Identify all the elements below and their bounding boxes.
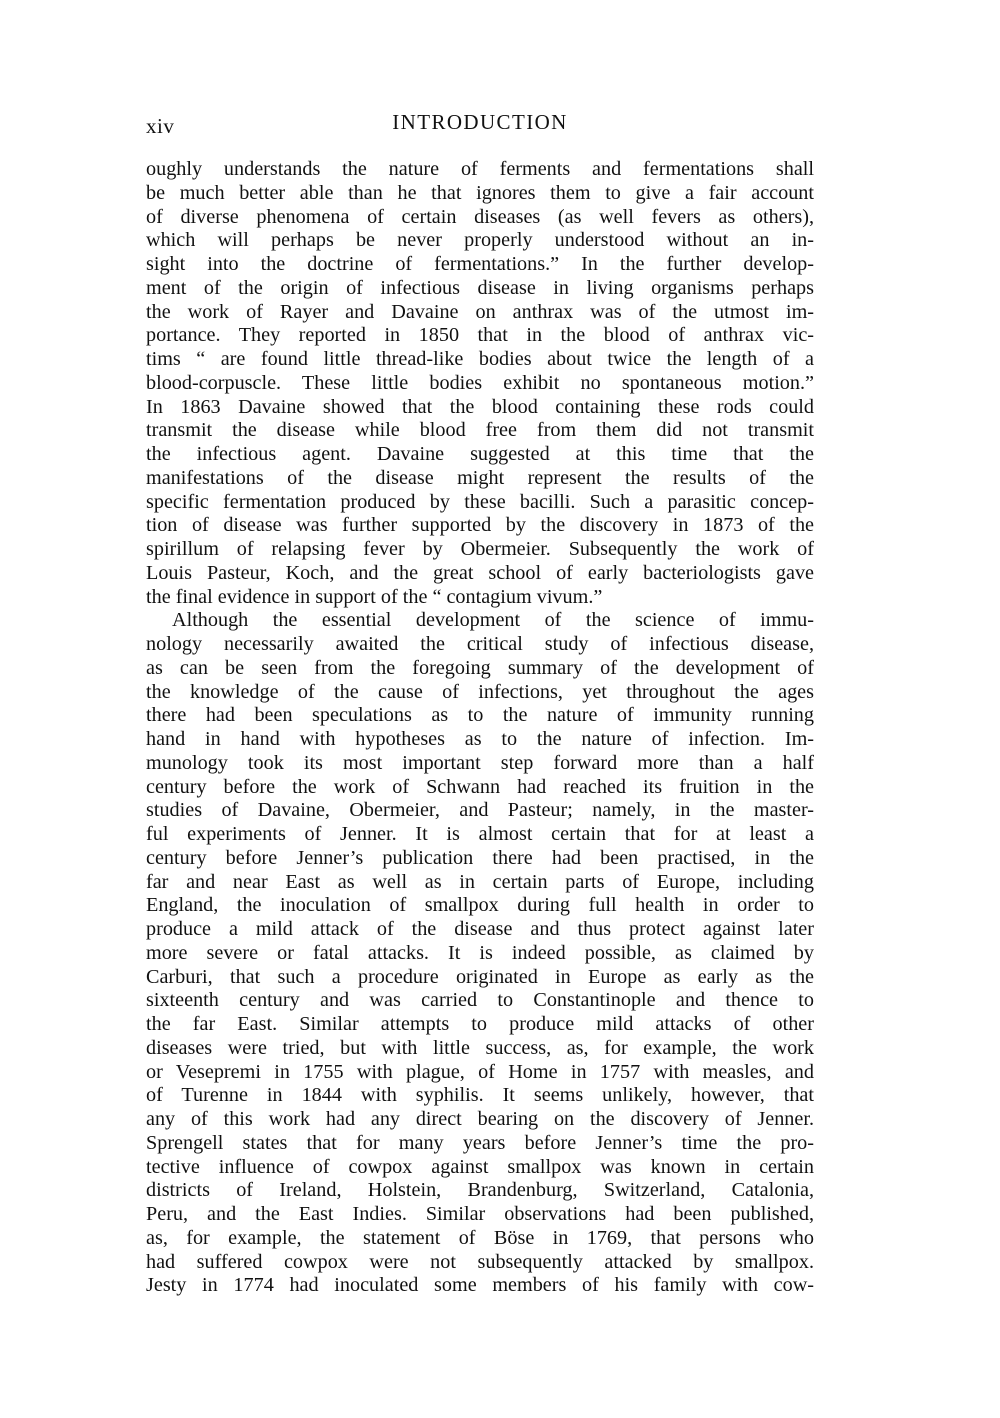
- paragraph-first-line: Although the essential development of the science of immu-: [172, 609, 814, 632]
- text-line: studies of Davaine, Obermeier, and Pasteur; namely, in the master-: [146, 799, 814, 822]
- body-text: [146, 158, 814, 1298]
- text-line: Louis Pasteur, Koch, and the great school of early bacteriologists gave: [146, 561, 814, 584]
- running-head: INTRODUCTION: [392, 110, 568, 134]
- text-line: the far East. Similar attempts to produce mild attacks of other: [146, 1013, 814, 1035]
- text-line: nology necessarily awaited the critical study of infectious disease,: [146, 633, 814, 655]
- text-line: spirillum of relapsing fever by Obermeier. Subsequently the work of: [146, 538, 814, 560]
- text-line: Carburi, that such a procedure originated in Europe as early as the: [146, 965, 814, 988]
- text-line: far and near East as well as in certain parts of Europe, including: [146, 870, 814, 893]
- page-header: [146, 108, 814, 138]
- text-line: hand in hand with hypotheses as to the nature of infection. Im-: [146, 728, 814, 750]
- text-line: specific fermentation produced by these bacilli. Such a parasitic concep-: [146, 490, 814, 513]
- text-line: tion of disease was further supported by the discovery in 1873 of the: [146, 514, 814, 537]
- text-line: portance. They reported in 1850 that in the blood of anthrax vic-: [146, 324, 814, 347]
- text-line: tective influence of cowpox against smallpox was known in certain: [146, 1155, 814, 1178]
- text-line: the infectious agent. Davaine suggested at this time that the: [146, 443, 814, 465]
- text-line: produce a mild attack of the disease and thus protect against later: [146, 918, 814, 940]
- text-line: as, for example, the statement of Böse in 1769, that persons who: [146, 1226, 814, 1249]
- text-line: In 1863 Davaine showed that the blood containing these rods could: [146, 395, 814, 418]
- text-line: of diverse phenomena of certain diseases (as well fevers as others),: [146, 205, 814, 228]
- text-line: Sprengell states that for many years before Jenner’s time the pro-: [146, 1131, 814, 1154]
- text-line: Jesty in 1774 had inoculated some members of his family with cow-: [146, 1274, 814, 1297]
- text-line: century before the work of Schwann had reached its fruition in the: [146, 775, 814, 798]
- text-line: any of this work had any direct bearing on the discovery of Jenner.: [146, 1108, 814, 1130]
- text-line: of Turenne in 1844 with syphilis. It seems unlikely, however, that: [146, 1084, 814, 1107]
- text-line: the knowledge of the cause of infections, yet throughout the ages: [146, 680, 814, 703]
- text-line: transmit the disease while blood free from them did not transmit: [146, 419, 814, 442]
- text-line: which will perhaps be never properly understood without an in-: [146, 229, 814, 252]
- text-line: had suffered cowpox were not subsequently attacked by smallpox.: [146, 1250, 814, 1273]
- text-line: districts of Ireland, Holstein, Brandenburg, Switzerland, Catalonia,: [146, 1179, 814, 1202]
- text-line: the work of Rayer and Davaine on anthrax was of the utmost im-: [146, 300, 814, 323]
- text-line: more severe or fatal attacks. It is indeed possible, as claimed by: [146, 941, 814, 964]
- text-line: Peru, and the East Indies. Similar observations had been published,: [146, 1203, 814, 1225]
- text-line: tims “ are found little thread-like bodies about twice the length of a: [146, 348, 814, 370]
- text-line: or Vesepremi in 1755 with plague, of Home in 1757 with measles, and: [146, 1060, 814, 1083]
- text-line: diseases were tried, but with little success, as, for example, the work: [146, 1036, 814, 1059]
- text-line: munology took its most important step forward more than a half: [146, 751, 814, 774]
- text-line: oughly understands the nature of ferments and fermentations shall: [146, 158, 814, 180]
- text-line: manifestations of the disease might represent the results of the: [146, 466, 814, 489]
- page-number: xiv: [146, 114, 175, 138]
- text-line: sight into the doctrine of fermentations.” In the further develop-: [146, 253, 814, 275]
- text-line: ment of the origin of infectious disease in living organisms perhaps: [146, 276, 814, 299]
- text-line: sixteenth century and was carried to Constantinople and thence to: [146, 989, 814, 1012]
- text-line: be much better able than he that ignores them to give a fair account: [146, 181, 814, 204]
- text-line: century before Jenner’s publication there had been practised, in the: [146, 846, 814, 869]
- text-line: there had been speculations as to the nature of immunity running: [146, 704, 814, 727]
- text-line: England, the inoculation of smallpox during full health in order to: [146, 894, 814, 917]
- text-line: ful experiments of Jenner. It is almost certain that for at least a: [146, 823, 814, 845]
- paragraph-end-line: the final evidence in support of the “ contagium vivum.”: [146, 585, 603, 608]
- text-line: blood-corpuscle. These little bodies exhibit no spontaneous motion.”: [146, 371, 814, 394]
- text-line: as can be seen from the foregoing summary of the development of: [146, 656, 814, 679]
